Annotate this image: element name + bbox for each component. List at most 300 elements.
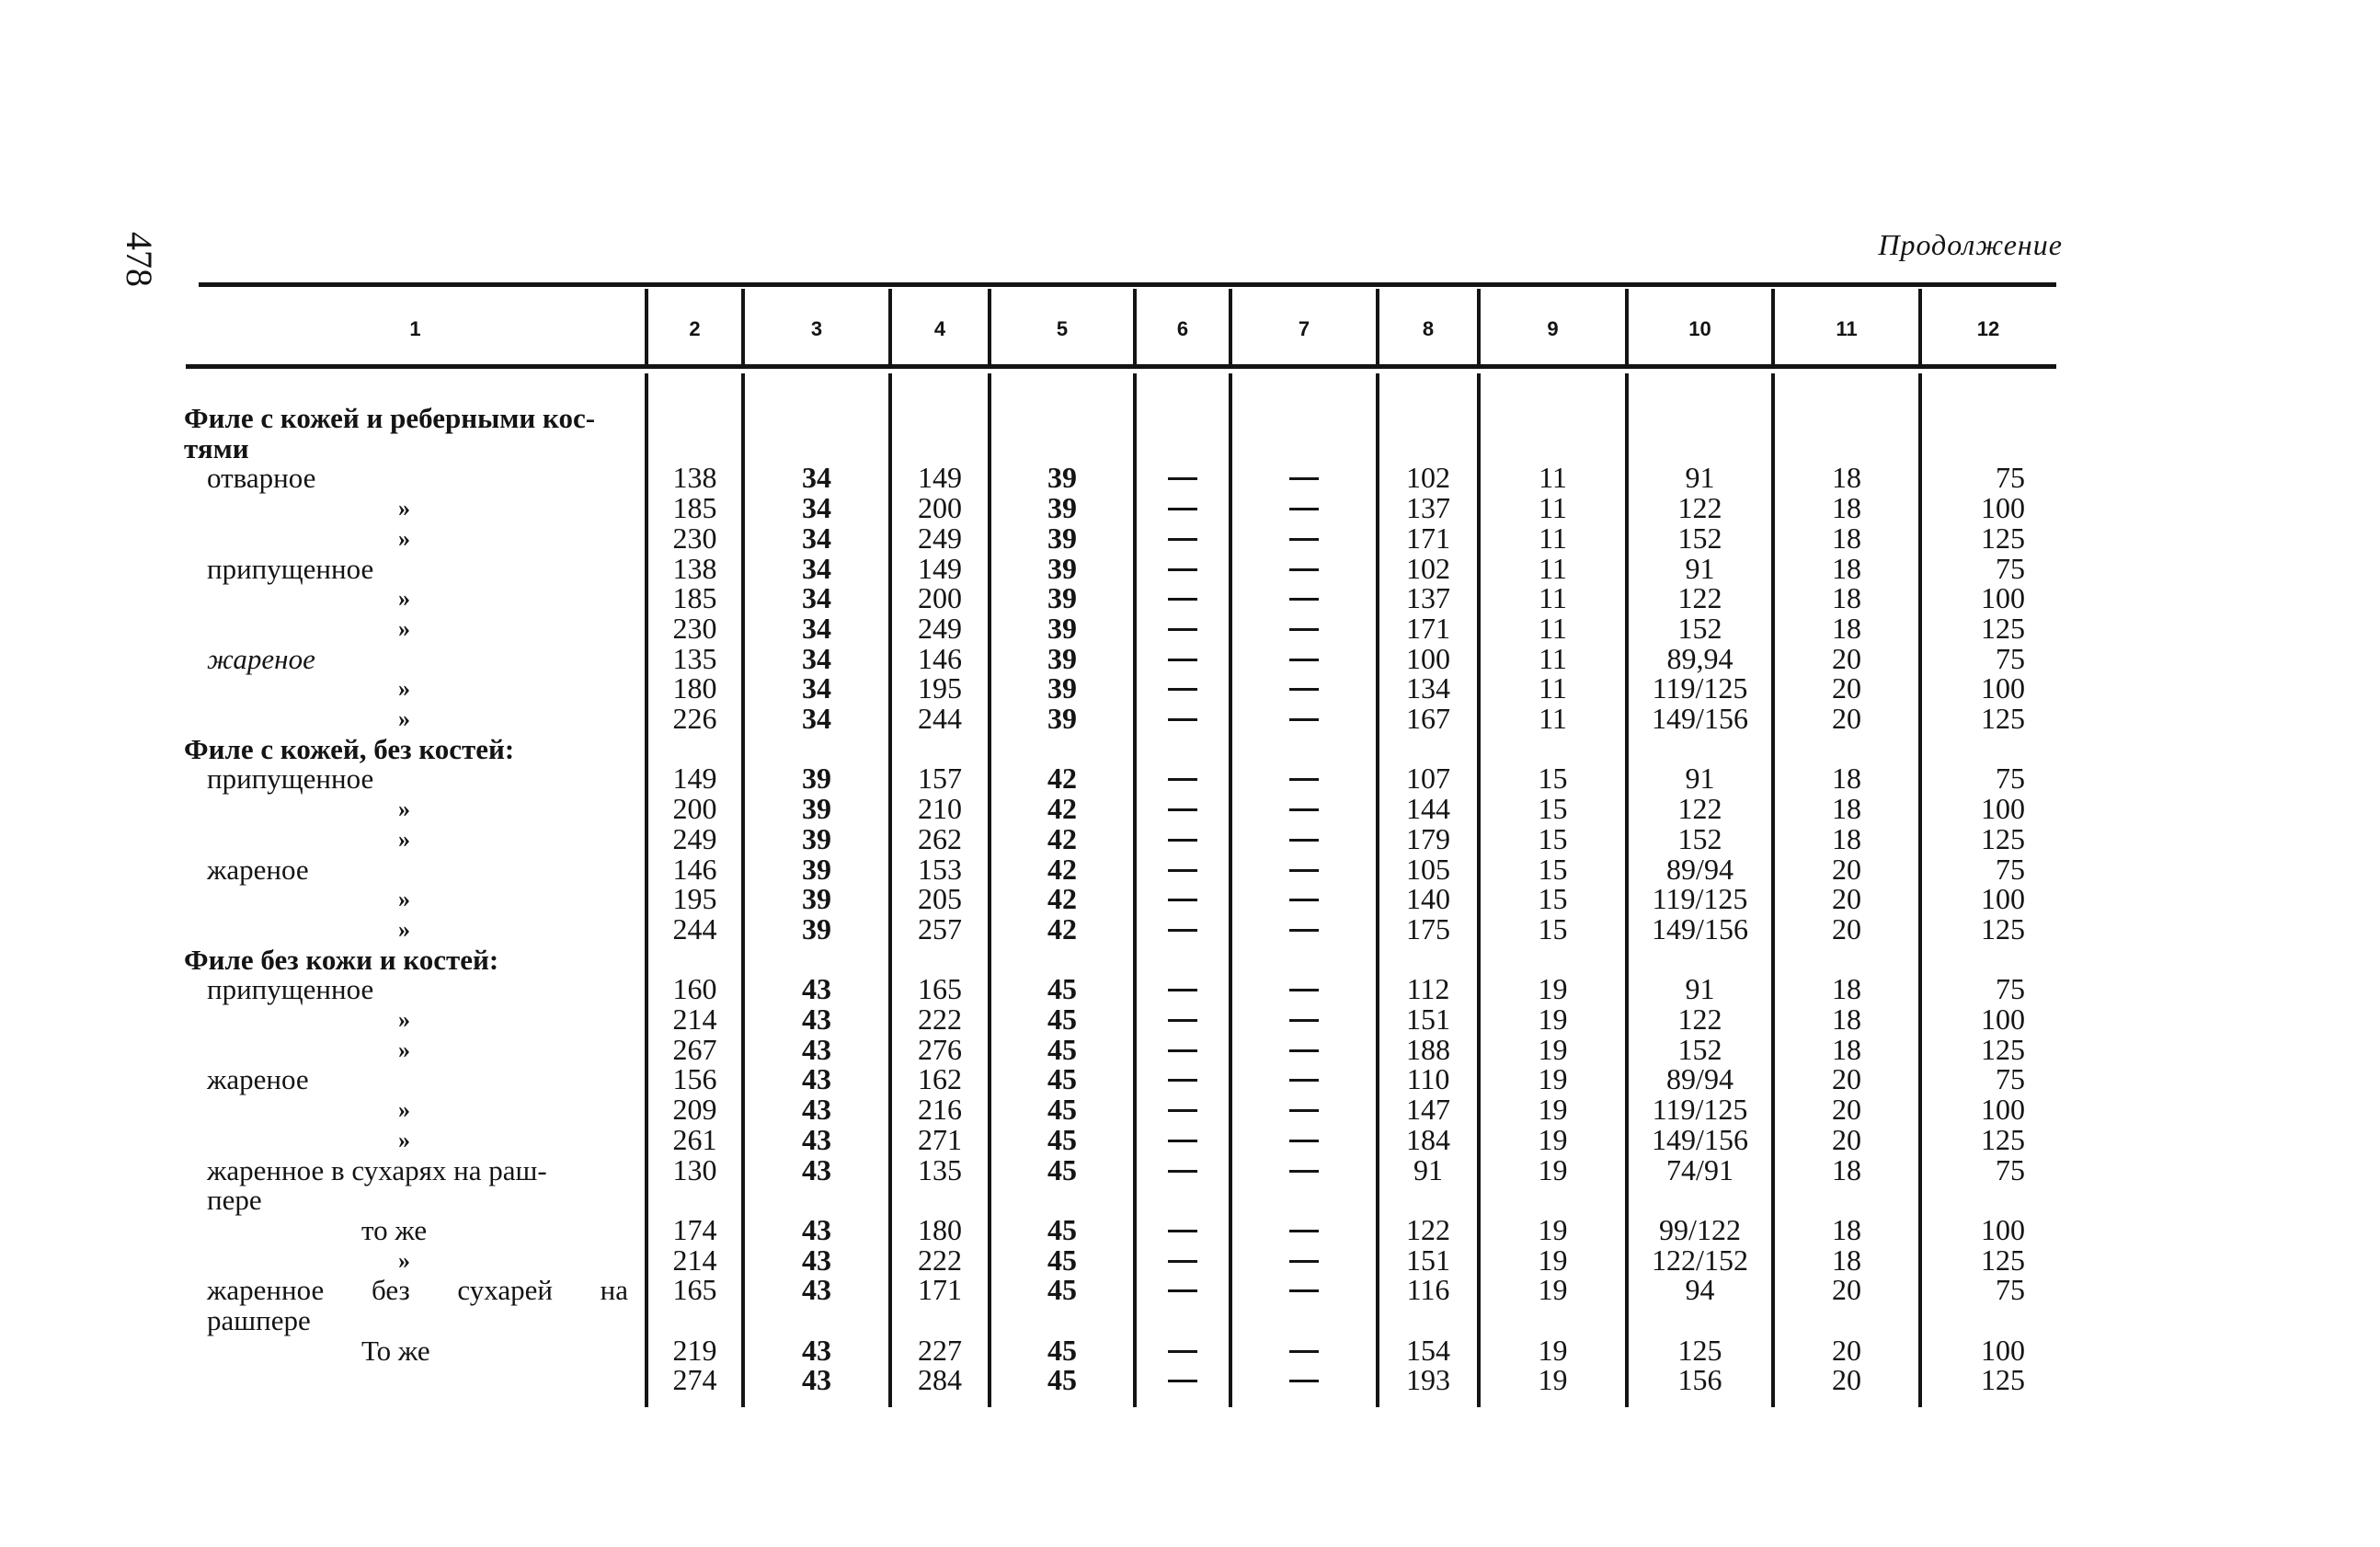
- table-cell: 39: [1047, 581, 1077, 615]
- table-cell: 18: [1832, 581, 1861, 615]
- table-cell: 125: [1981, 702, 2025, 735]
- column-header-9: 9: [1547, 317, 1559, 340]
- column-divider: [645, 289, 648, 364]
- table-cell: 100: [1981, 581, 2025, 615]
- table-cell: 18: [1832, 1212, 1861, 1246]
- column-header-12: 12: [1976, 317, 2000, 340]
- table-cell: 110: [1406, 1062, 1450, 1096]
- table-cell: 205: [918, 882, 962, 916]
- table-cell: 75: [1996, 1152, 2025, 1186]
- table-cell: 45: [1047, 1093, 1077, 1127]
- table-cell: 249: [918, 611, 962, 645]
- table-cell: 19: [1538, 1333, 1568, 1367]
- table-cell: 39: [802, 852, 831, 886]
- table-cell: 19: [1538, 1093, 1568, 1127]
- column-divider: [1133, 289, 1137, 364]
- table-cell: 39: [1047, 461, 1077, 495]
- table-cell: 122: [1677, 792, 1722, 826]
- table-cell: 15: [1538, 852, 1568, 886]
- table-cell-dash: [1230, 763, 1378, 794]
- column-divider: [1229, 289, 1232, 364]
- table-row: [0, 1305, 2380, 1335]
- dash-mark: [1289, 929, 1319, 932]
- dash-mark: [1289, 508, 1319, 510]
- table-cell-dash: [1135, 1335, 1230, 1366]
- table-cell: 125: [1981, 1243, 2025, 1277]
- ditto-mark: »: [398, 1126, 410, 1153]
- table-cell: 138: [672, 551, 717, 585]
- table-cell-dash: [1135, 1004, 1230, 1035]
- table-cell: 74/91: [1666, 1152, 1734, 1186]
- table-cell: 34: [802, 611, 831, 645]
- table-cell: 179: [1406, 821, 1450, 855]
- table-cell-dash: [1135, 1125, 1230, 1155]
- ditto-mark: »: [398, 796, 410, 823]
- table-cell: 91: [1685, 461, 1715, 495]
- ditto-mark: »: [398, 1006, 410, 1033]
- table-cell: 45: [1047, 1273, 1077, 1307]
- dash-mark: [1168, 989, 1197, 991]
- table-cell: 39: [1047, 491, 1077, 525]
- table-cell: 135: [672, 641, 717, 675]
- table-cell: 175: [1406, 911, 1450, 945]
- table-cell: 200: [918, 491, 962, 525]
- table-cell: 257: [918, 911, 962, 945]
- table-cell-dash: [1230, 1004, 1378, 1035]
- dash-mark: [1168, 1079, 1197, 1082]
- table-cell: 19: [1538, 1243, 1568, 1277]
- table-cell-dash: [1135, 824, 1230, 854]
- table-cell: 112: [1406, 972, 1450, 1006]
- table-cell-dash: [1135, 583, 1230, 613]
- dash-mark: [1168, 1109, 1197, 1112]
- table-cell-dash: [1135, 613, 1230, 644]
- table-row: [0, 1335, 2380, 1366]
- table-cell-dash: [1135, 1094, 1230, 1125]
- table-cell: 105: [1406, 852, 1450, 886]
- table-cell: 151: [1406, 1243, 1450, 1277]
- table-cell: 230: [672, 521, 717, 555]
- dash-mark: [1168, 1289, 1197, 1292]
- table-cell: 34: [802, 461, 831, 495]
- table-cell: 34: [802, 521, 831, 555]
- dash-mark: [1289, 1350, 1319, 1353]
- ditto-mark: »: [398, 915, 410, 943]
- dash-mark: [1168, 808, 1197, 811]
- row-label: жареное: [207, 642, 315, 675]
- table-cell: 43: [802, 1152, 831, 1186]
- row-label: Филе с кожей, без костей:: [184, 732, 515, 765]
- column-header-3: 3: [810, 317, 823, 340]
- table-cell: 43: [802, 1093, 831, 1127]
- table-cell: 149: [918, 461, 962, 495]
- table-cell: 262: [918, 821, 962, 855]
- dash-mark: [1289, 989, 1319, 991]
- table-cell: 18: [1832, 762, 1861, 796]
- table-cell: 138: [672, 461, 717, 495]
- dash-mark: [1168, 899, 1197, 901]
- table-cell: 165: [672, 1273, 717, 1307]
- table-cell: 43: [802, 1273, 831, 1307]
- table-cell: 195: [672, 882, 717, 916]
- row-label-word: без: [371, 1274, 410, 1307]
- table-cell: 267: [672, 1032, 717, 1066]
- table-cell: 19: [1538, 1032, 1568, 1066]
- table-cell: 244: [672, 911, 717, 945]
- dash-mark: [1168, 1140, 1197, 1142]
- dash-mark: [1168, 869, 1197, 872]
- table-cell-dash: [1230, 914, 1378, 945]
- table-row: [0, 433, 2380, 464]
- table-cell: 20: [1832, 641, 1861, 675]
- table-cell: 42: [1047, 852, 1077, 886]
- table-cell: 122: [1677, 1003, 1722, 1036]
- table-cell: 20: [1832, 671, 1861, 705]
- table-cell: 43: [802, 1363, 831, 1397]
- column-divider: [741, 289, 745, 364]
- table-cell: 18: [1832, 1243, 1861, 1277]
- dash-mark: [1289, 688, 1319, 691]
- table-cell: 45: [1047, 972, 1077, 1006]
- table-cell: 100: [1981, 792, 2025, 826]
- ditto-mark: »: [398, 1096, 410, 1124]
- row-label: отварное: [207, 462, 316, 495]
- dash-mark: [1289, 598, 1319, 601]
- table-cell: 195: [918, 671, 962, 705]
- table-cell-dash: [1135, 794, 1230, 824]
- column-divider: [1625, 289, 1629, 364]
- table-cell: 11: [1539, 671, 1567, 705]
- table-cell-dash: [1135, 974, 1230, 1004]
- ditto-mark: »: [398, 614, 410, 642]
- table-cell: 39: [1047, 521, 1077, 555]
- table-cell: 43: [802, 1003, 831, 1036]
- ditto-mark: »: [398, 524, 410, 552]
- dash-mark: [1168, 929, 1197, 932]
- table-cell: 122/152: [1652, 1243, 1748, 1277]
- table-cell: 11: [1539, 702, 1567, 735]
- table-cell: 122: [1677, 581, 1722, 615]
- table-cell: 261: [672, 1122, 717, 1156]
- table-cell: 91: [1685, 972, 1715, 1006]
- table-cell: 20: [1832, 882, 1861, 916]
- table-cell: 200: [918, 581, 962, 615]
- dash-mark: [1289, 1170, 1319, 1173]
- table-cell: 43: [802, 1032, 831, 1066]
- table-cell: 99/122: [1659, 1212, 1741, 1246]
- table-cell: 271: [918, 1122, 962, 1156]
- table-row: [0, 734, 2380, 764]
- table-cell: 152: [1677, 1032, 1722, 1066]
- table-cell: 100: [1981, 1212, 2025, 1246]
- table-row: [0, 884, 2380, 914]
- dash-mark: [1168, 688, 1197, 691]
- column-header-8: 8: [1422, 317, 1435, 340]
- table-cell-dash: [1135, 1155, 1230, 1186]
- table-top-rule: [199, 282, 2056, 287]
- table-cell: 100: [1981, 882, 2025, 916]
- table-cell: 149/156: [1652, 702, 1748, 735]
- table-cell-dash: [1230, 824, 1378, 854]
- dash-mark: [1289, 778, 1319, 781]
- table-cell-dash: [1135, 673, 1230, 704]
- table-cell: 19: [1538, 972, 1568, 1006]
- dash-mark: [1168, 1170, 1197, 1173]
- table-cell: 171: [918, 1273, 962, 1307]
- table-row: [0, 794, 2380, 824]
- dash-mark: [1289, 659, 1319, 661]
- table-cell: 89/94: [1666, 1062, 1734, 1096]
- table-cell: 171: [1406, 611, 1450, 645]
- table-cell: 149/156: [1652, 1122, 1748, 1156]
- row-label: жаренное в сухарях на раш-: [207, 1153, 547, 1186]
- table-cell: 34: [802, 581, 831, 615]
- table-cell: 249: [918, 521, 962, 555]
- table-cell: 140: [1406, 882, 1450, 916]
- table-cell: 130: [672, 1152, 717, 1186]
- table-cell: 157: [918, 762, 962, 796]
- table-cell: 100: [1406, 641, 1450, 675]
- column-header-4: 4: [933, 317, 946, 340]
- table-cell: 20: [1832, 702, 1861, 735]
- table-cell: 75: [1996, 461, 2025, 495]
- table-cell: 15: [1538, 762, 1568, 796]
- table-cell: 152: [1677, 821, 1722, 855]
- table-cell: 39: [1047, 671, 1077, 705]
- table-cell: 135: [918, 1152, 962, 1186]
- column-divider: [988, 289, 991, 364]
- table-cell: 91: [1413, 1152, 1443, 1186]
- table-cell: 20: [1832, 1122, 1861, 1156]
- table-cell: 19: [1538, 1363, 1568, 1397]
- table-cell: 151: [1406, 1003, 1450, 1036]
- table-cell-dash: [1230, 463, 1378, 493]
- table-cell: 45: [1047, 1212, 1077, 1246]
- table-cell: 18: [1832, 1032, 1861, 1066]
- table-cell: 11: [1539, 551, 1567, 585]
- table-cell-dash: [1135, 523, 1230, 554]
- table-cell: 165: [918, 972, 962, 1006]
- table-cell: 89,94: [1666, 641, 1734, 675]
- table-cell: 42: [1047, 882, 1077, 916]
- table-row: [0, 1245, 2380, 1276]
- column-divider: [1771, 289, 1775, 364]
- table-cell: 89/94: [1666, 852, 1734, 886]
- table-cell-dash: [1135, 644, 1230, 674]
- table-cell: 149: [672, 762, 717, 796]
- column-divider: [1918, 289, 1922, 364]
- table-cell-dash: [1230, 1035, 1378, 1065]
- dash-mark: [1168, 568, 1197, 571]
- table-cell: 75: [1996, 1062, 2025, 1096]
- table-cell: 214: [672, 1243, 717, 1277]
- table-row: [0, 974, 2380, 1004]
- dash-mark: [1168, 839, 1197, 842]
- table-cell: 125: [1981, 1122, 2025, 1156]
- table-cell: 91: [1685, 762, 1715, 796]
- dash-mark: [1168, 538, 1197, 541]
- table-cell: 34: [802, 702, 831, 735]
- table-cell: 42: [1047, 792, 1077, 826]
- table-row: [0, 1365, 2380, 1395]
- table-cell: 185: [672, 581, 717, 615]
- table-cell-dash: [1135, 463, 1230, 493]
- table-cell: 147: [1406, 1093, 1450, 1127]
- dash-mark: [1289, 1140, 1319, 1142]
- table-cell: 19: [1538, 1152, 1568, 1186]
- table-cell-dash: [1230, 554, 1378, 584]
- table-row: [0, 613, 2380, 644]
- row-label: Филе без кожи и костей:: [184, 943, 499, 976]
- table-cell-dash: [1135, 1064, 1230, 1094]
- table-cell: 34: [802, 491, 831, 525]
- row-label: пере: [207, 1184, 262, 1217]
- table-cell: 144: [1406, 792, 1450, 826]
- ditto-mark: »: [398, 825, 410, 853]
- table-cell: 18: [1832, 792, 1861, 826]
- table-cell: 274: [672, 1363, 717, 1397]
- table-cell-dash: [1135, 704, 1230, 734]
- table-cell: 119/125: [1652, 882, 1748, 916]
- table-cell: 11: [1539, 581, 1567, 615]
- table-cell: 146: [918, 641, 962, 675]
- table-cell-dash: [1230, 1245, 1378, 1276]
- table-cell: 188: [1406, 1032, 1450, 1066]
- ditto-mark: »: [398, 705, 410, 732]
- table-cell-dash: [1230, 884, 1378, 914]
- table-row: [0, 1032, 2380, 1066]
- table-cell: 244: [918, 702, 962, 735]
- table-cell: 100: [1981, 671, 2025, 705]
- table-cell: 11: [1539, 491, 1567, 525]
- table-cell: 214: [672, 1003, 717, 1036]
- table-cell: 100: [1981, 1093, 2025, 1127]
- table-cell: 284: [918, 1363, 962, 1397]
- row-label: то же: [361, 1213, 428, 1246]
- table-cell: 276: [918, 1032, 962, 1066]
- table-header-rule: [186, 364, 2056, 369]
- table-cell: 18: [1832, 1152, 1861, 1186]
- dash-mark: [1168, 508, 1197, 510]
- row-label: Филе с кожей и реберными кос-: [184, 402, 596, 434]
- table-cell: 34: [802, 671, 831, 705]
- dash-mark: [1289, 477, 1319, 480]
- table-cell: 42: [1047, 762, 1077, 796]
- table-cell-dash: [1230, 1215, 1378, 1245]
- table-cell: 75: [1996, 1273, 2025, 1307]
- dash-mark: [1289, 869, 1319, 872]
- table-cell: 226: [672, 702, 717, 735]
- table-cell: 107: [1406, 762, 1450, 796]
- ditto-mark: »: [398, 675, 410, 703]
- table-cell: 94: [1685, 1273, 1715, 1307]
- table-cell-dash: [1230, 613, 1378, 644]
- table-cell: 43: [802, 1212, 831, 1246]
- column-header-7: 7: [1298, 317, 1310, 340]
- table-row: [0, 403, 2380, 433]
- table-cell: 18: [1832, 821, 1861, 855]
- row-label-word: на: [600, 1274, 628, 1307]
- table-cell: 43: [802, 1122, 831, 1156]
- table-cell: 137: [1406, 491, 1450, 525]
- dash-mark: [1168, 1350, 1197, 1353]
- table-row: [0, 854, 2380, 885]
- table-cell-dash: [1135, 1275, 1230, 1305]
- table-cell: 156: [672, 1062, 717, 1096]
- table-cell: 153: [918, 852, 962, 886]
- table-cell: 125: [1981, 911, 2025, 945]
- page-number: 478: [119, 232, 160, 287]
- table-cell-dash: [1135, 884, 1230, 914]
- table-cell: 125: [1981, 1032, 2025, 1066]
- table-cell-dash: [1230, 644, 1378, 674]
- table-cell: 11: [1539, 461, 1567, 495]
- table-cell: 43: [802, 1243, 831, 1277]
- column-divider: [888, 289, 892, 364]
- table-cell-dash: [1230, 673, 1378, 704]
- table-cell-dash: [1230, 1365, 1378, 1395]
- dash-mark: [1289, 1289, 1319, 1292]
- column-divider: [1376, 289, 1379, 364]
- dash-mark: [1289, 538, 1319, 541]
- column-header-2: 2: [689, 317, 701, 340]
- table-cell: 75: [1996, 852, 2025, 886]
- dash-mark: [1289, 628, 1319, 631]
- dash-mark: [1168, 598, 1197, 601]
- table-cell: 45: [1047, 1062, 1077, 1096]
- table-cell-dash: [1230, 974, 1378, 1004]
- row-label: [207, 1275, 628, 1305]
- table-row: [0, 911, 2380, 945]
- table-row: [0, 704, 2380, 734]
- column-header-5: 5: [1056, 317, 1069, 340]
- row-label-word: жаренное: [207, 1274, 325, 1307]
- table-cell: 42: [1047, 821, 1077, 855]
- table-cell-dash: [1230, 704, 1378, 734]
- table-row: [0, 1064, 2380, 1094]
- table-cell: 11: [1539, 611, 1567, 645]
- row-label: припущенное: [207, 552, 374, 585]
- table-cell: 125: [1981, 1363, 2025, 1397]
- ditto-mark: »: [398, 585, 410, 613]
- table-cell: 18: [1832, 491, 1861, 525]
- table-cell: 75: [1996, 972, 2025, 1006]
- table-cell: 45: [1047, 1363, 1077, 1397]
- table-cell: 137: [1406, 581, 1450, 615]
- row-label-word: сухарей: [457, 1274, 553, 1307]
- table-cell: 39: [802, 821, 831, 855]
- table-cell: 209: [672, 1093, 717, 1127]
- table-cell: 75: [1996, 551, 2025, 585]
- table-cell: 39: [1047, 551, 1077, 585]
- row-label: жареное: [207, 1063, 309, 1096]
- table-cell-dash: [1135, 493, 1230, 523]
- table-cell: 184: [1406, 1122, 1450, 1156]
- continuation-label: Продолжение: [1878, 228, 2063, 261]
- row-label: То же: [361, 1334, 430, 1367]
- dash-mark: [1168, 778, 1197, 781]
- table-row: [0, 583, 2380, 613]
- dash-mark: [1168, 659, 1197, 661]
- table-cell: 134: [1406, 671, 1450, 705]
- table-cell: 19: [1538, 1273, 1568, 1307]
- table-cell-dash: [1230, 1275, 1378, 1305]
- column-header-10: 10: [1688, 317, 1711, 340]
- table-cell: 45: [1047, 1122, 1077, 1156]
- table-cell: 200: [672, 792, 717, 826]
- table-cell: 230: [672, 611, 717, 645]
- table-cell: 39: [802, 792, 831, 826]
